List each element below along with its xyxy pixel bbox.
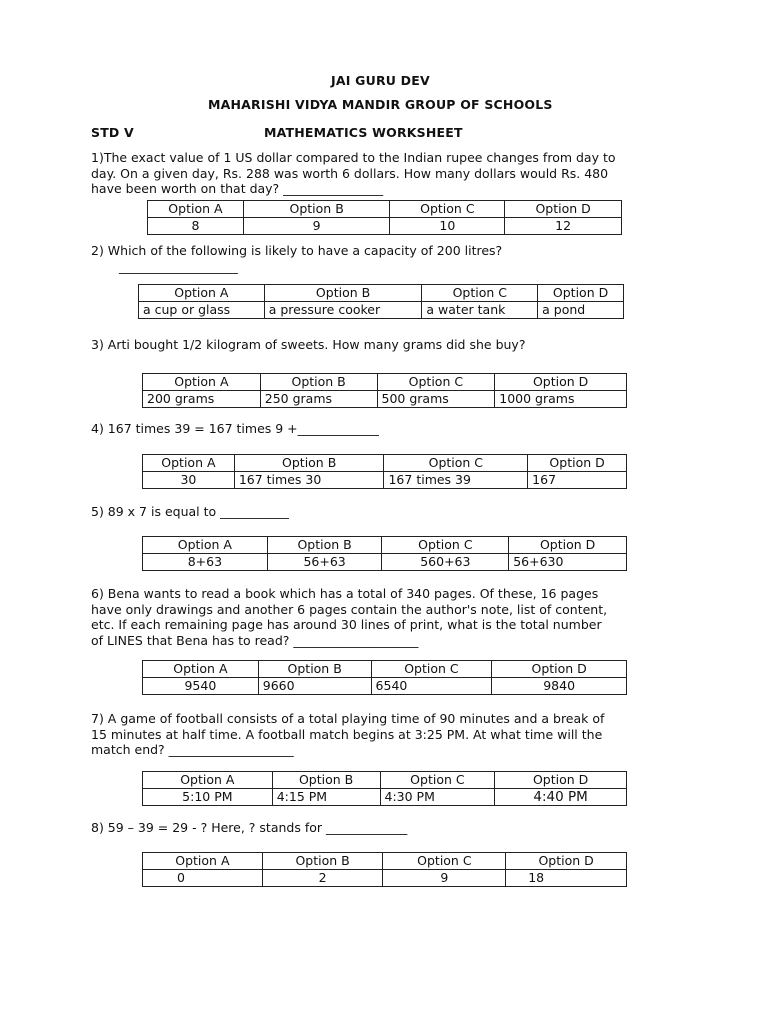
option-a-header: Option A xyxy=(143,374,261,391)
option-d-header: Option D xyxy=(509,537,627,554)
option-d-header: Option D xyxy=(506,853,627,870)
option-b-value: 9 xyxy=(243,218,390,235)
option-b-value: a pressure cooker xyxy=(264,302,422,319)
options-header-row xyxy=(148,201,622,218)
question-line: 1)The exact value of 1 US dollar compared to the Indian rupee changes from day to xyxy=(91,150,616,165)
answer-blank: ___________________ xyxy=(119,258,238,274)
option-a-header: Option A xyxy=(143,455,235,472)
option-a-value: 200 grams xyxy=(143,391,261,408)
option-b-value: 2 xyxy=(262,870,383,887)
option-a-value: 8+63 xyxy=(143,554,268,571)
option-d-header: Option D xyxy=(495,772,627,789)
option-d-value: 56+630 xyxy=(509,554,627,571)
options-header-row xyxy=(143,661,627,678)
option-b-header: Option B xyxy=(262,853,383,870)
question-line: day. On a given day, Rs. 288 was worth 6 dollars. How many dollars would Rs. 480 xyxy=(91,165,609,181)
option-a-header: Option A xyxy=(143,772,273,789)
options-table-4 xyxy=(142,454,627,489)
question-line: 5) 89 x 7 is equal to ___________ xyxy=(91,504,289,519)
option-d-value: 9840 xyxy=(492,678,627,695)
options-header-row xyxy=(143,853,627,870)
option-c-value: 560+63 xyxy=(382,554,509,571)
option-c-value: 4:30 PM xyxy=(380,789,495,806)
option-d-value: a pond xyxy=(538,302,624,319)
question-line: 8) 59 – 39 = 29 - ? Here, ? stands for _____________ xyxy=(91,820,408,835)
option-d-header: Option D xyxy=(492,661,627,678)
question-line: of LINES that Bena has to read? ____________________ xyxy=(91,632,419,648)
question-line: have been worth on that day? ________________ xyxy=(91,181,384,196)
option-d-value: 167 xyxy=(528,472,627,489)
option-d-value: 18 xyxy=(506,870,627,887)
option-a-header: Option A xyxy=(143,853,263,870)
option-b-header: Option B xyxy=(260,374,377,391)
options-header-row xyxy=(143,772,627,789)
options-header-row xyxy=(143,455,627,472)
option-b-header: Option B xyxy=(267,537,382,554)
option-b-header: Option B xyxy=(258,661,371,678)
options-table-6 xyxy=(142,660,627,695)
question-8 xyxy=(91,820,691,836)
option-a-header: Option A xyxy=(143,537,268,554)
school-name: MAHARISHI VIDYA MANDIR GROUP OF SCHOOLS xyxy=(208,97,553,112)
question-line: 7) A game of football consists of a total playing time of 90 minutes and a break of xyxy=(91,711,605,726)
question-2 xyxy=(91,243,691,274)
option-c-value: a water tank xyxy=(422,302,538,319)
option-c-value: 10 xyxy=(390,218,505,235)
option-a-value: 8 xyxy=(148,218,244,235)
option-a-header: Option A xyxy=(139,285,265,302)
option-c-header: Option C xyxy=(383,853,506,870)
options-value-row xyxy=(139,302,624,319)
question-1 xyxy=(91,150,691,197)
options-value-row xyxy=(143,789,627,806)
question-5 xyxy=(91,504,691,520)
question-line: match end? ____________________ xyxy=(91,742,294,757)
option-c-value: 9 xyxy=(383,870,506,887)
option-a-value: 0 xyxy=(143,870,263,887)
option-b-header: Option B xyxy=(243,201,390,218)
option-d-header: Option D xyxy=(505,201,622,218)
options-value-row xyxy=(143,554,627,571)
options-table-2 xyxy=(138,284,624,319)
class-label: STD V xyxy=(91,125,134,140)
question-7 xyxy=(91,711,691,758)
school-motto: JAI GURU DEV xyxy=(331,73,430,88)
option-d-header: Option D xyxy=(528,455,627,472)
option-c-header: Option C xyxy=(371,661,492,678)
question-line: 3) Arti bought 1/2 kilogram of sweets. How many grams did she buy? xyxy=(91,337,526,352)
option-c-header: Option C xyxy=(380,772,495,789)
options-table-1 xyxy=(147,200,622,235)
option-c-value: 167 times 39 xyxy=(384,472,528,489)
question-4 xyxy=(91,421,691,437)
option-d-header: Option D xyxy=(538,285,624,302)
option-d-value: 4:40 PM xyxy=(495,789,627,806)
option-b-value: 167 times 30 xyxy=(234,472,384,489)
option-c-header: Option C xyxy=(422,285,538,302)
option-b-value: 9660 xyxy=(258,678,371,695)
options-table-3 xyxy=(142,373,627,408)
option-c-header: Option C xyxy=(377,374,495,391)
options-value-row xyxy=(143,391,627,408)
option-b-header: Option B xyxy=(234,455,384,472)
options-value-row xyxy=(143,678,627,695)
option-a-value: 5:10 PM xyxy=(143,789,273,806)
options-value-row xyxy=(148,218,622,235)
options-table-5 xyxy=(142,536,627,571)
question-3 xyxy=(91,337,691,353)
question-line: have only drawings and another 6 pages contain the author's note, list of content, xyxy=(91,601,608,617)
option-b-value: 250 grams xyxy=(260,391,377,408)
option-d-value: 12 xyxy=(505,218,622,235)
option-b-value: 4:15 PM xyxy=(272,789,380,806)
option-a-value: 9540 xyxy=(143,678,259,695)
option-a-value: 30 xyxy=(143,472,235,489)
question-line: 4) 167 times 39 = 167 times 9 +_____________ xyxy=(91,421,379,436)
option-c-value: 500 grams xyxy=(377,391,495,408)
option-c-header: Option C xyxy=(382,537,509,554)
question-6 xyxy=(91,586,691,648)
options-header-row xyxy=(139,285,624,302)
options-value-row xyxy=(143,472,627,489)
option-a-value: a cup or glass xyxy=(139,302,265,319)
option-b-header: Option B xyxy=(272,772,380,789)
option-d-value: 1000 grams xyxy=(495,391,627,408)
options-value-row xyxy=(143,870,627,887)
option-a-header: Option A xyxy=(143,661,259,678)
option-b-header: Option B xyxy=(264,285,422,302)
option-c-value: 6540 xyxy=(371,678,492,695)
option-b-value: 56+63 xyxy=(267,554,382,571)
question-line: etc. If each remaining page has around 30 lines of print, what is the total number xyxy=(91,617,602,632)
option-d-header: Option D xyxy=(495,374,627,391)
options-table-7 xyxy=(142,771,627,806)
worksheet-title: MATHEMATICS WORKSHEET xyxy=(264,125,463,140)
option-a-header: Option A xyxy=(148,201,244,218)
options-header-row xyxy=(143,537,627,554)
question-line: 2) Which of the following is likely to have a capacity of 200 litres? xyxy=(91,243,503,258)
option-c-header: Option C xyxy=(390,201,505,218)
question-line: 6) Bena wants to read a book which has a total of 340 pages. Of these, 16 pages xyxy=(91,586,599,601)
options-table-8 xyxy=(142,852,627,887)
question-line: 15 minutes at half time. A football match begins at 3:25 PM. At what time will the xyxy=(91,726,603,742)
option-c-header: Option C xyxy=(384,455,528,472)
options-header-row xyxy=(143,374,627,391)
